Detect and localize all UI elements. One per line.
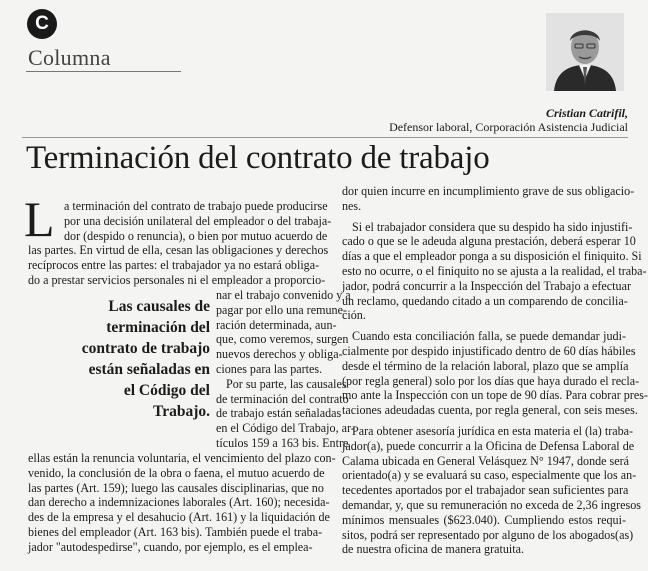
body-line: taciones adeudadas cuenta, por regla general, con seis meses. [342, 403, 638, 418]
pull-quote [40, 296, 210, 422]
body-line: Por su parte, las causales [226, 376, 347, 391]
body-left-top-a [64, 199, 332, 243]
body-line: ración determinada, aun- [216, 317, 337, 332]
body-line: jador, podrá concurrir a la Inspección del Trabajo a efectuar [342, 278, 631, 293]
body-left-top-b [28, 243, 329, 287]
author-portrait-icon [546, 13, 624, 91]
body-line: a terminación del contrato de trabajo puede producirse [64, 199, 328, 213]
pull-quote-line: están señaladas en [88, 361, 210, 378]
pull-quote-line: el Código del [123, 382, 210, 399]
body-line: cialmente por despido injustificado dentro de 60 días hábiles [342, 343, 636, 358]
body-line: de terminación del contrato [216, 391, 349, 406]
body-line: nes. [342, 198, 362, 213]
pull-quote-line: contrato de trabajo [81, 340, 210, 357]
body-line: dor (despido o renuncia), o bien por mutuo acuerdo de [64, 228, 328, 243]
body-line: tecedentes aportados por el trabajador sean suficientes para [342, 483, 629, 498]
body-line: de nuestra oficina de manera gratuita. [342, 542, 524, 557]
body-left-bottom [28, 451, 336, 555]
body-line: (por regla general) solo por los días que haya durado el recla- [342, 373, 640, 388]
section-label: Columna [28, 45, 111, 70]
body-line: ción. [342, 308, 366, 323]
body-line: por una decisión unilateral del empleador o del trabaja- [64, 213, 332, 228]
body-right [342, 184, 648, 557]
body-line: Cuando esta conciliación falla, se puede demandar judi- [352, 329, 626, 344]
body-line: las partes (Art. 159); luego las causales disciplinarias, que no [28, 480, 324, 495]
body-line: tículos 159 a 163 bis. Entre [216, 435, 349, 450]
body-line: esto no ocurre, o el finiquito no se ajusta a la realidad, el traba- [342, 263, 647, 278]
body-line: do a prestar servicios personales ni el empleador a proporcio- [28, 272, 326, 287]
body-line: cado o que se le adeuda alguna prestación, deberá esperar 10 [342, 234, 636, 249]
body-line: ellas están la renuncia voluntaria, el vencimiento del plazo con- [28, 451, 336, 465]
body-line: dan derecho a indemnizaciones laborales (Art. 160); necesida- [28, 495, 330, 510]
body-line: nar el trabajo convenido y a [216, 288, 351, 302]
body-line: pagar por ello una remune- [216, 302, 347, 317]
body-line: de trabajo están señaladas [216, 406, 342, 421]
body-line: que, como veremos, surgen [216, 332, 349, 347]
body-line: Para obtener asesoría jurídica en esta materia el (la) traba- [352, 423, 634, 438]
headline: Terminación del contrato de trabajo [26, 140, 490, 176]
body-line: jador "autodespedirse", cuando, por ejemplo, es el emplea- [28, 539, 313, 554]
drop-cap: L [24, 191, 55, 247]
author-role: Defensor laboral, Corporación Asistencia Judicial [389, 120, 628, 134]
body-line: bienes del empleador (Art. 163 bis). También puede el traba- [28, 524, 323, 539]
body-line: Si el trabajador considera que su despido ha sido injustifi- [352, 219, 633, 234]
body-line: mo ante la Inspección con un tope de 90 días. Para cobrar pres- [342, 388, 648, 403]
pull-quote-line: terminación del [106, 319, 210, 336]
body-line: demandar, y, que su remuneración no exceda de 2,36 ingresos [342, 497, 641, 512]
body-line: sitos, podrá ser representado por alguno de los abogados(as) [342, 527, 634, 542]
author-name: Cristian Catrifil, [545, 106, 628, 120]
pull-quote-line: Las causales de [108, 298, 210, 315]
author-photo [546, 13, 624, 91]
body-line: nuevos derechos y obliga- [216, 347, 343, 362]
body-line: ciones para las partes. [216, 361, 323, 376]
body-line: Calama ubicada en General Velásquez N° 1947, donde será [342, 453, 630, 468]
body-line: las partes. En virtud de ella, cesan las obligaciones y derechos [28, 243, 329, 257]
body-left-narrow [216, 288, 355, 451]
body-line: orientado(a) y se evaluará su caso, especialmente que los an- [342, 468, 637, 483]
body-line: mínimos mensuales ($623.040). Cumpliendo estos requi- [342, 512, 626, 527]
body-line: días a que el empleador ponga a su disposición el finiquito. Si [342, 249, 642, 264]
body-line: un reclamo, quedando citado a un comparendo de concilia- [342, 293, 628, 308]
section-divider [26, 71, 181, 72]
headline-divider [22, 137, 628, 138]
section-logo: C [27, 9, 57, 39]
body-line: en el Código del Trabajo, ar- [216, 421, 355, 436]
body-line: desde el término de la relación laboral, plazo que se amplía [342, 358, 629, 373]
body-line: dor quien incurre en incumplimiento grave de sus obligacio- [342, 184, 635, 198]
body-line: venido, la conclusión de la obra o faena, el mutuo acuerdo de [28, 465, 325, 480]
body-line: recíprocos entre las partes: el trabajador ya no estará obliga- [28, 257, 320, 272]
pull-quote-line: Trabajo. [153, 403, 210, 420]
body-line: des de la empresa y el desahucio (Art. 161) y la liquidación de [28, 510, 330, 525]
body-line: jador(a), puede concurrir a la Oficina de Defensa Laboral de [342, 438, 635, 453]
